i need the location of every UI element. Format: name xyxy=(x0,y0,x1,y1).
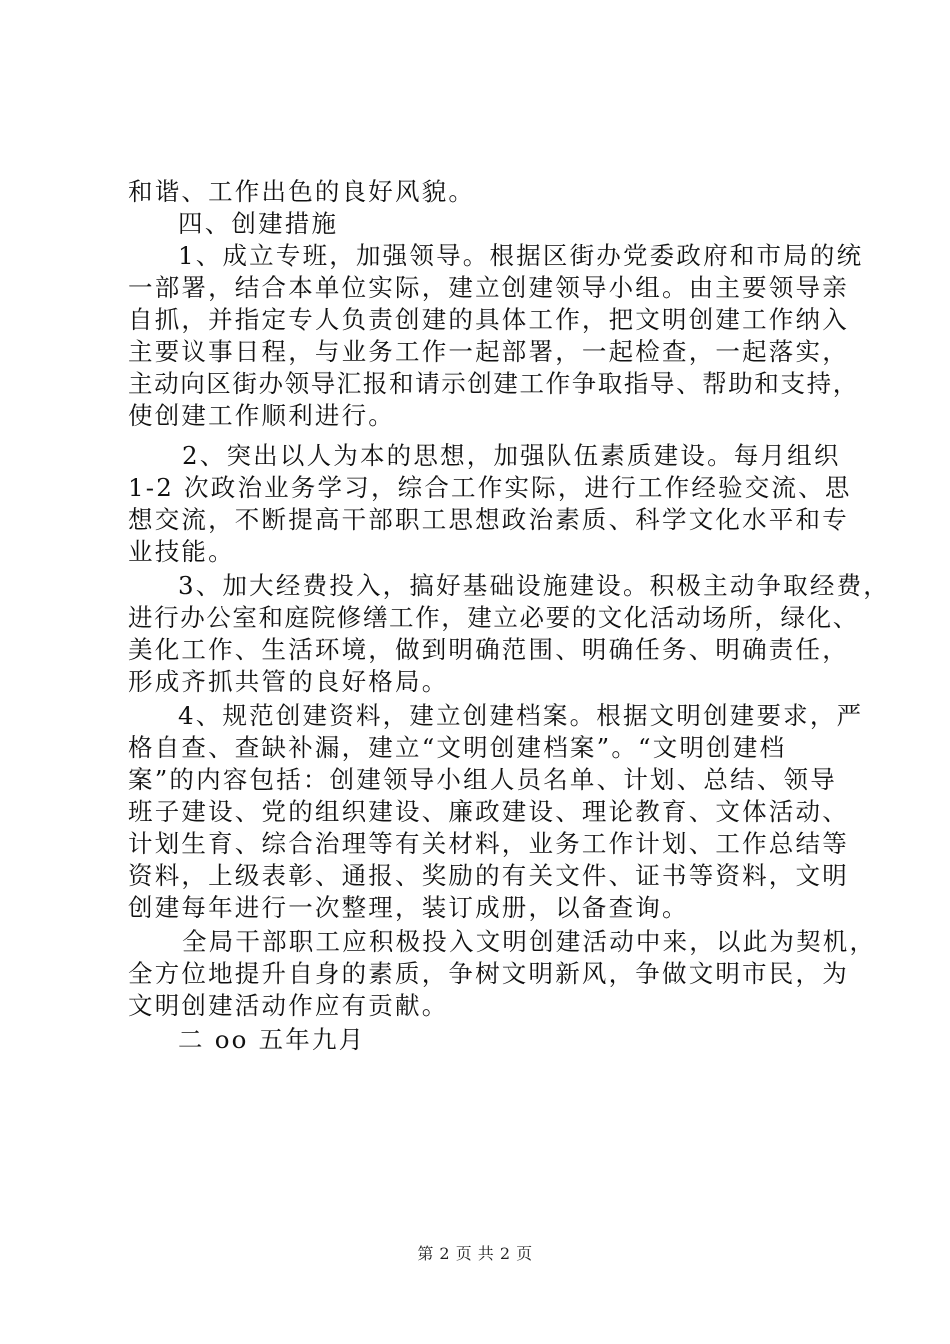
text-line: 2、突出以人为本的思想，加强队伍素质建设。每月组织 xyxy=(182,441,841,470)
document-date: 二 oo 五年九月 xyxy=(178,1025,366,1054)
text-line: 主动向区街办领导汇报和请示创建工作争取指导、帮助和支持， xyxy=(128,369,859,398)
text-line: 1-2 次政治业务学习，综合工作实际，进行工作经验交流、思 xyxy=(128,473,852,502)
text-line: 使创建工作顺利进行。 xyxy=(128,401,395,430)
text-line: 业技能。 xyxy=(128,537,235,566)
text-line: 文明创建活动作应有贡献。 xyxy=(128,991,449,1020)
text-line: 1、成立专班，加强领导。根据区街办党委政府和市局的统 xyxy=(178,241,864,270)
text-line: 3、加大经费投入，搞好基础设施建设。积极主动争取经费， xyxy=(178,571,890,600)
text-line: 资料，上级表彰、通报、奖励的有关文件、证书等资料，文明 xyxy=(128,861,849,890)
text-line: 美化工作、生活环境，做到明确范围、明确任务、明确责任， xyxy=(128,635,849,664)
text-line: 4、规范创建资料，建立创建档案。根据文明创建要求，严 xyxy=(178,701,864,730)
text-line: 创建每年进行一次整理，装订成册，以备查询。 xyxy=(128,893,689,922)
text-line: 想交流，不断提高干部职工思想政治素质、科学文化水平和专 xyxy=(128,505,849,534)
text-line: 主要议事日程，与业务工作一起部署，一起检查，一起落实， xyxy=(128,337,849,366)
text-line: 计划生育、综合治理等有关材料，业务工作计划、工作总结等 xyxy=(128,829,849,858)
text-line: 案”的内容包括：创建领导小组人员名单、计划、总结、领导 xyxy=(128,765,837,794)
text-line: 和谐、工作出色的良好风貌。 xyxy=(128,177,476,206)
text-line: 自抓，并指定专人负责创建的具体工作，把文明创建工作纳入 xyxy=(128,305,849,334)
text-line: 班子建设、党的组织建设、廉政建设、理论教育、文体活动、 xyxy=(128,797,849,826)
text-line: 格自查、查缺补漏，建立“文明创建档案”。“文明创建档 xyxy=(128,733,787,762)
text-line: 形成齐抓共管的良好格局。 xyxy=(128,667,449,696)
text-line: 一部署，结合本单位实际，建立创建领导小组。由主要领导亲 xyxy=(128,273,849,302)
text-line: 全方位地提升自身的素质，争树文明新风，争做文明市民，为 xyxy=(128,959,849,988)
text-line: 全局干部职工应积极投入文明创建活动中来，以此为契机， xyxy=(182,927,877,956)
text-line: 进行办公室和庭院修缮工作，建立必要的文化活动场所，绿化、 xyxy=(128,603,859,632)
page-number-footer: 第 2 页 共 2 页 xyxy=(417,1244,533,1263)
section-heading: 四、创建措施 xyxy=(178,209,339,238)
